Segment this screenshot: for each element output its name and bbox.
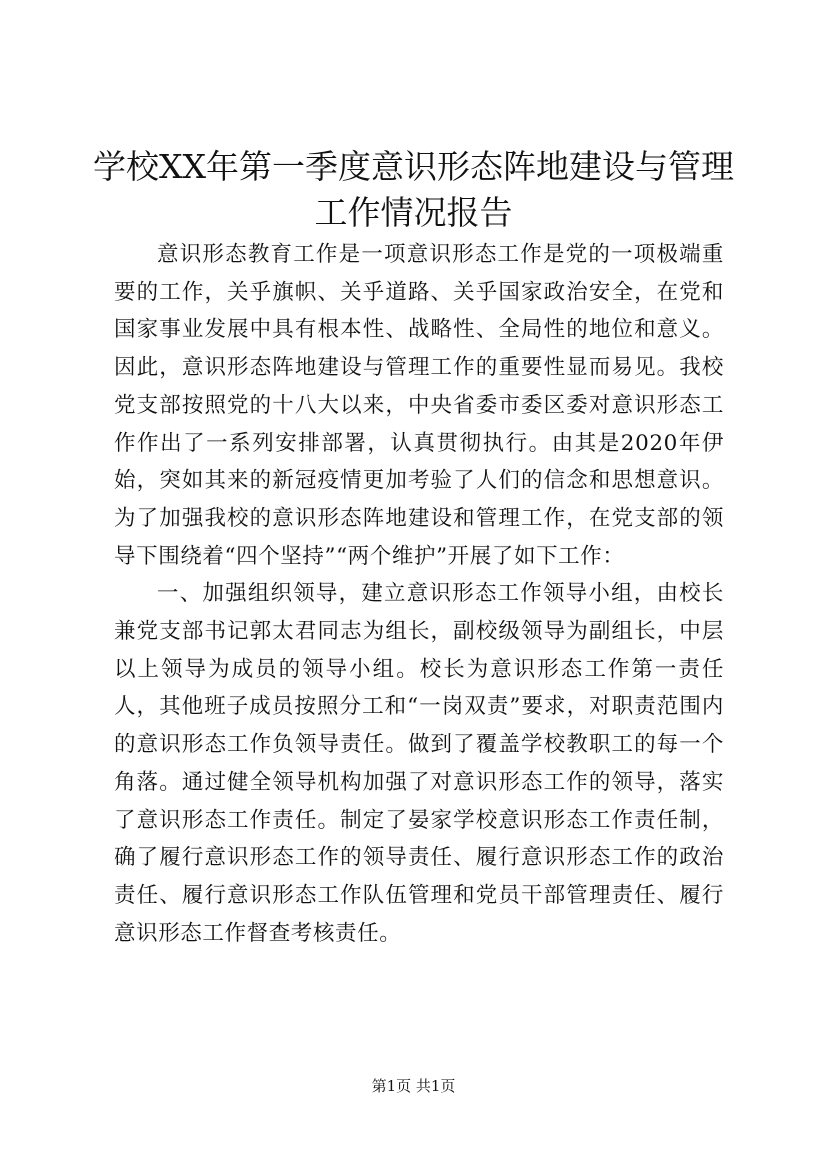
title-line-2: 工作情况报告 (314, 193, 513, 232)
paragraph-intro: 意识形态教育工作是一项意识形态工作是党的一项极端重要的工作，关乎旗帜、关乎道路、关乎国家政治安全，在党和国家事业发展中具有根本性、战略性、全局性的地位和意义。因此，意识形态阵地建设与管理工作的重要性显而易见。我校党支部按照党的十八大以来，中央省委市委区委对意识形态工作作出了一系列安排部署，认真贯彻执行。由其是2020年伊始，突如其来的新冠疫情更加考验了人们的信念和思想意识。为了加强我校的意识形态阵地建设和管理工作，在党支部的领导下围绕着“四个坚持”“两个维护”开展了如下工作： (114, 242, 724, 569)
title-line-1: 学校XX年第一季度意识形态阵地建设与管理 (93, 147, 734, 186)
paragraph-section-1: 一、加强组织领导，建立意识形态工作领导小组，由校长兼党支部书记郭太君同志为组长，副校级领导为副组长，中层以上领导为成员的领导小组。校长为意识形态工作第一责任人，其他班子成员按照分工和“一岗双责”要求，对职责范围内的意识形态工作负领导责任。做到了覆盖学校教职工的每一个角落。通过健全领导机构加强了对意识形态工作的领导，落实了意识形态工作责任。制定了晏家学校意识形态工作责任制，确了履行意识形态工作的领导责任、履行意识形态工作的政治责任、履行意识形态工作队伍管理和党员干部管理责任、履行意识形态工作督查考核责任。 (114, 581, 724, 946)
document-title (90, 144, 737, 236)
page-footer: 第1页 共1页 (371, 1077, 456, 1095)
document-body (114, 236, 724, 952)
